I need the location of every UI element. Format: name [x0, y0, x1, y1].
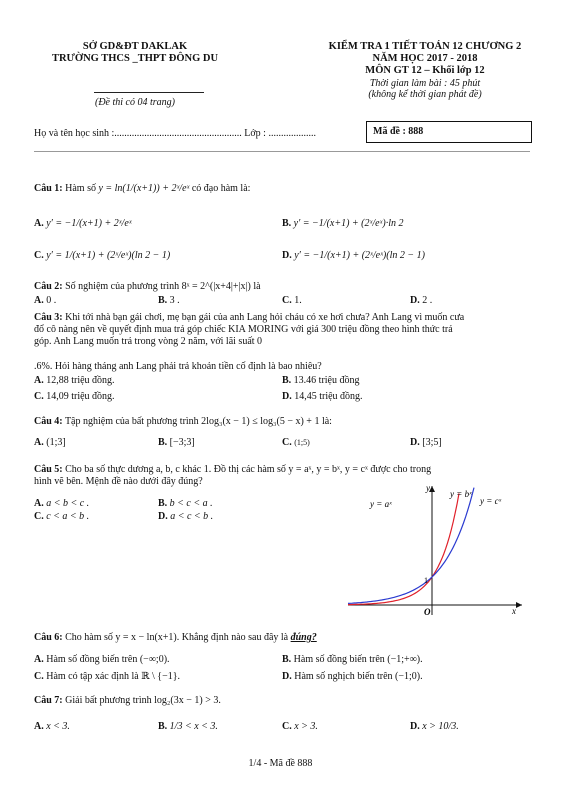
q5-option-a[interactable]: A. a < b < c .: [34, 498, 90, 509]
option-text: y′ = −1/(x+1) + (2ˣ/eˣ)(ln 2 − 1): [294, 250, 425, 261]
option-text: 1/3 < x < 3.: [169, 721, 218, 732]
y-intercept-label: 1: [424, 576, 428, 585]
header-divider: [94, 92, 204, 93]
school-year: NĂM HỌC 2017 - 2018: [372, 53, 478, 64]
curve-a-label: y = aˣ: [370, 499, 392, 509]
question-text-tail: có đạo hàm là:: [191, 183, 251, 194]
option-text: 0 .: [46, 295, 57, 306]
option-text: [−3;3]: [169, 437, 195, 448]
option-text: 14,45 triệu đồng.: [294, 391, 363, 402]
question-line: đổ cô nàng nên về quyết định mua trả góp chiếc KIA MORING với giá 300 triệu đồng theo hình thức trả: [34, 324, 453, 335]
q6-option-b[interactable]: B. Hàm số đồng biến trên (−1;+∞).: [282, 654, 423, 665]
option-text: x > 3.: [294, 721, 318, 732]
option-text: a < b < c .: [46, 498, 90, 509]
option-text: [3;5]: [422, 437, 442, 448]
q3-option-b[interactable]: B. 13.46 triệu đồng: [282, 375, 360, 386]
exponential-graph: [340, 480, 530, 620]
question-6: [34, 632, 534, 644]
q1-option-a[interactable]: A. y′ = −1/(x+1) + 2ˣ/eˣ: [34, 218, 132, 229]
q7-option-a[interactable]: A. x < 3.: [34, 721, 70, 732]
curve-b-label: y = bˣ: [450, 489, 472, 499]
exam-time-note: (không kể thời gian phát đề): [368, 89, 482, 100]
school-name: TRƯỜNG THCS _THPT ĐÔNG DU: [51, 53, 219, 64]
question-label: Câu 6:: [34, 632, 63, 643]
option-text: b < c < a .: [169, 498, 213, 509]
question-line: .6%. Hỏi hàng tháng anh Lang phải trả khoản tiền cố định là bao nhiêu?: [34, 361, 322, 372]
option-text: 12,88 triệu đồng.: [46, 375, 115, 386]
question-text: Cho hàm số y = x − ln(x+1). Khẳng định nào sau đây là: [65, 632, 289, 643]
q3-option-d[interactable]: D. 14,45 triệu đồng.: [282, 391, 363, 402]
question-text: Giải bất phương trình log₂(3x − 1) > 3.: [65, 695, 221, 706]
curve-c-label: y = cˣ: [480, 496, 502, 506]
option-text: 14,09 triệu đồng.: [46, 391, 115, 402]
q1-option-d[interactable]: D. y′ = −1/(x+1) + (2ˣ/eˣ)(ln 2 − 1): [282, 250, 425, 261]
question-label: Câu 2:: [34, 281, 63, 292]
student-name-field: Họ và tên học sinh :................................................... Lớp : ...................: [34, 128, 316, 139]
q6-option-d[interactable]: D. Hàm số nghịch biến trên (−1;0).: [282, 671, 423, 682]
q6-option-c[interactable]: C. Hàm có tập xác định là ℝ \ {−1}.: [34, 671, 181, 682]
curve-c: [348, 488, 474, 604]
x-axis-arrow: [516, 602, 522, 608]
question-line: Cho ba số thực dương a, b, c khác 1. Đồ thị các hàm số y = aˣ, y = bˣ, y = cˣ được cho trong: [65, 464, 432, 475]
subject: MÔN GT 12 – Khối lớp 12: [365, 65, 485, 76]
q4-option-b[interactable]: B. [−3;3]: [158, 437, 195, 448]
q3-option-a[interactable]: A. 12,88 triệu đồng.: [34, 375, 115, 386]
question-text: Số nghiệm của phương trình 8ˣ = 2^(|x+4|+|x|) là: [65, 281, 261, 292]
q4-option-c[interactable]: C. (1;5): [282, 437, 310, 448]
option-text: Hàm có tập xác định là ℝ \ {−1}.: [46, 671, 181, 682]
q2-option-d[interactable]: D. 2 .: [410, 295, 433, 306]
question-label: Câu 7:: [34, 695, 63, 706]
q4-option-d[interactable]: D. [3;5]: [410, 437, 442, 448]
option-text: x < 3.: [46, 721, 70, 732]
option-text: y′ = 1/(x+1) + (2ˣ/eˣ)(ln 2 − 1): [46, 250, 171, 261]
q7-option-c[interactable]: C. x > 3.: [282, 721, 318, 732]
q4-option-a[interactable]: A. (1;3]: [34, 437, 66, 448]
question-line: hình vẽ bên. Mệnh đề nào dưới đây đúng?: [34, 476, 203, 487]
question-text: Tập nghiệm của bất phương trình 2log₃(x − 1) ≤ log₃(5 − x) + 1 là:: [64, 416, 332, 427]
question-label: Câu 4:: [34, 416, 63, 427]
question-line: góp. Anh Lang muốn trả trong vòng 2 năm, với lãi suất 0: [34, 336, 263, 347]
q5-option-d[interactable]: D. a < c < b .: [158, 511, 214, 522]
question-text: Hàm số: [65, 183, 96, 194]
option-text: c < a < b .: [46, 511, 90, 522]
option-text: y′ = −1/(x+1) + (2ˣ/eˣ)·ln 2: [293, 218, 404, 229]
q1-option-c[interactable]: C. y′ = 1/(x+1) + (2ˣ/eˣ)(ln 2 − 1): [34, 250, 171, 261]
option-text: x > 10/3.: [422, 721, 459, 732]
q2-option-c[interactable]: C. 1.: [282, 295, 302, 306]
department-name: SỞ GD&ĐT DAKLAK: [82, 41, 188, 52]
page-footer: 1/4 - Mã đề 888: [248, 758, 313, 769]
option-text: a < c < b .: [170, 511, 214, 522]
q3-option-c[interactable]: C. 14,09 triệu đồng.: [34, 391, 115, 402]
origin-label: O: [424, 607, 431, 617]
option-text: 3 .: [169, 295, 180, 306]
question-1: [34, 183, 534, 195]
q7-option-d[interactable]: D. x > 10/3.: [410, 721, 459, 732]
question-label: Câu 1:: [34, 183, 63, 194]
curve-b: [348, 493, 459, 604]
exam-code: Mã đề : 888: [373, 126, 424, 137]
q7-option-b[interactable]: B. 1/3 < x < 3.: [158, 721, 218, 732]
question-7: [34, 695, 534, 707]
option-text: 13.46 triệu đồng: [293, 375, 360, 386]
question-label: Câu 5:: [34, 464, 63, 475]
exam-code-box: [366, 121, 532, 143]
section-divider: [34, 151, 530, 152]
x-axis-label: x: [512, 606, 516, 616]
option-text: Hàm số nghịch biến trên (−1;0).: [294, 671, 423, 682]
question-line: Khi tới nhà bạn gái chơi, mẹ bạn gái của anh Lang hỏi cháu có xe hơi chưa? Anh Lang vì muốn cưa: [65, 312, 465, 323]
exam-title: KIỂM TRA 1 TIẾT TOÁN 12 CHƯƠNG 2: [328, 41, 522, 52]
q5-option-b[interactable]: B. b < c < a .: [158, 498, 213, 509]
q6-option-a[interactable]: A. Hàm số đồng biến trên (−∞;0).: [34, 654, 170, 665]
q5-option-c[interactable]: C. c < a < b .: [34, 511, 90, 522]
q2-option-a[interactable]: A. 0 .: [34, 295, 57, 306]
option-text: (1;5): [294, 438, 310, 447]
q2-option-b[interactable]: B. 3 .: [158, 295, 180, 306]
question-emphasis: đúng?: [290, 632, 317, 643]
option-text: 1.: [294, 295, 302, 306]
question-formula: y = ln(1/(x+1)) + 2ˣ/eˣ: [98, 183, 190, 194]
option-text: (1;3]: [46, 437, 66, 448]
exam-time: Thời gian làm bài : 45 phút: [369, 78, 481, 89]
question-2: [34, 281, 534, 293]
q1-option-b[interactable]: B. y′ = −1/(x+1) + (2ˣ/eˣ)·ln 2: [282, 218, 404, 229]
question-label: Câu 3:: [34, 312, 63, 323]
question-4: [34, 416, 534, 428]
page-count-note: (Đề thi có 04 trang): [95, 97, 175, 108]
question-3: [34, 312, 534, 348]
option-text: Hàm số đồng biến trên (−∞;0).: [46, 654, 170, 665]
option-text: y′ = −1/(x+1) + 2ˣ/eˣ: [46, 218, 132, 229]
y-axis-label: y: [426, 483, 430, 493]
option-text: 2 .: [422, 295, 433, 306]
option-text: Hàm số đồng biến trên (−1;+∞).: [293, 654, 423, 665]
